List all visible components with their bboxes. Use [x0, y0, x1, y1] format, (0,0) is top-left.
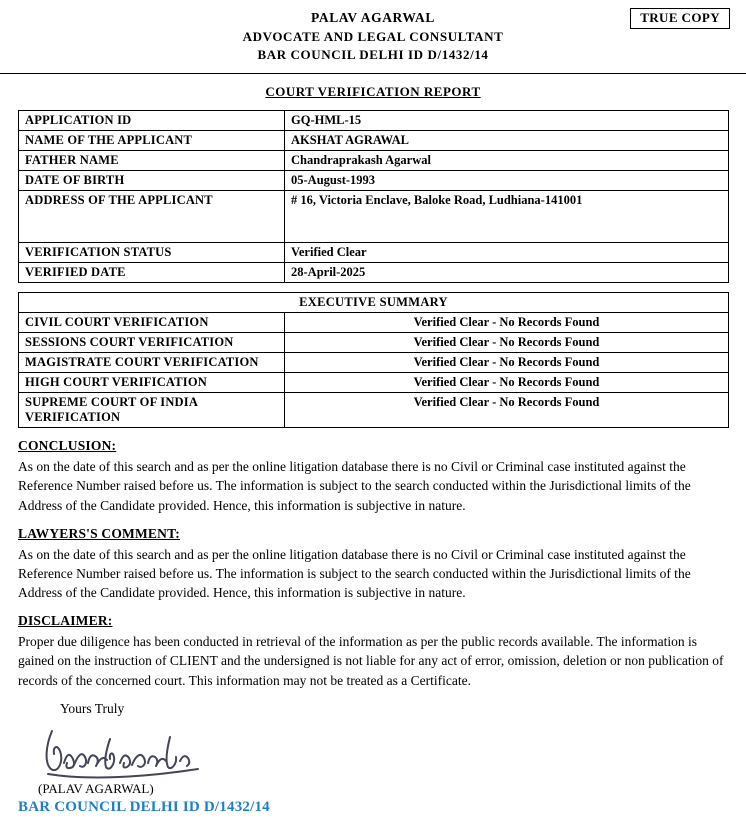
- document-content: [0, 84, 746, 815]
- table-row: [19, 313, 729, 333]
- verification-result: Verified Clear - No Records Found: [285, 373, 729, 393]
- field-value: Chandraprakash Agarwal: [285, 151, 729, 171]
- section-body: Proper due diligence has been conducted in retrieval of the information as per the public records available. The information is gained on the instruction of CLIENT and the undersigned is not liable for any act of error, omission, deletion or non publication of records of the concerned court. This information may not be treated as a Certificate.: [18, 634, 724, 688]
- field-value: AKSHAT AGRAWAL: [285, 131, 729, 151]
- table-row: [19, 393, 729, 428]
- verification-result: Verified Clear - No Records Found: [285, 393, 729, 428]
- field-label: FATHER NAME: [19, 151, 285, 171]
- field-label: NAME OF THE APPLICANT: [19, 131, 285, 151]
- field-value: # 16, Victoria Enclave, Baloke Road, Ludhiana-141001: [285, 191, 729, 243]
- table-row: [19, 263, 729, 283]
- verification-result: Verified Clear - No Records Found: [285, 313, 729, 333]
- verification-label: SESSIONS COURT VERIFICATION: [19, 333, 285, 353]
- field-label: VERIFICATION STATUS: [19, 243, 285, 263]
- applicant-table: [18, 110, 729, 283]
- summary-header: EXECUTIVE SUMMARY: [19, 293, 729, 313]
- signatory-name: (PALAV AGARWAL): [38, 780, 154, 796]
- section-heading: CONCLUSION:: [18, 438, 117, 454]
- table-row: [19, 333, 729, 353]
- signature-image: [40, 719, 728, 781]
- advocate-name: PALAV AGARWAL: [311, 10, 435, 25]
- table-row: [19, 171, 729, 191]
- footer-bar-id: BAR COUNCIL DELHI ID D/1432/14: [18, 798, 270, 815]
- table-row: [19, 243, 729, 263]
- executive-summary-table: [18, 292, 729, 428]
- field-label: ADDRESS OF THE APPLICANT: [19, 191, 285, 243]
- section-body: As on the date of this search and as per the online litigation database there is no Civil or Criminal case instituted against the Reference Number raised before us. The information is subject to the search conducted within the Jurisdictional limits of the Address of the Candidate provided. Hence, this information is subjective in nature.: [18, 546, 691, 601]
- table-row: [19, 191, 729, 243]
- field-value: GQ-HML-15: [285, 111, 729, 131]
- header-divider: [0, 73, 746, 74]
- verification-label: HIGH COURT VERIFICATION: [19, 373, 285, 393]
- section-heading: DISCLAIMER:: [18, 613, 113, 629]
- conclusion-section: [18, 438, 728, 514]
- disclaimer-section: [18, 613, 728, 689]
- section-heading: LAWYERS'S COMMENT:: [18, 525, 180, 541]
- table-row: [19, 353, 729, 373]
- advocate-bar-id: BAR COUNCIL DELHI ID D/1432/14: [257, 47, 489, 63]
- field-value: 28-April-2025: [285, 263, 729, 283]
- true-copy-stamp: TRUE COPY: [630, 8, 730, 29]
- field-label: VERIFIED DATE: [19, 263, 285, 283]
- table-header-row: [19, 293, 729, 313]
- field-value: 05-August-1993: [285, 171, 729, 191]
- verification-result: Verified Clear - No Records Found: [285, 333, 729, 353]
- lawyers-comment-section: [18, 526, 728, 602]
- table-row: [19, 151, 729, 171]
- table-row: [19, 131, 729, 151]
- verification-result: Verified Clear - No Records Found: [285, 353, 729, 373]
- table-row: [19, 373, 729, 393]
- field-label: DATE OF BIRTH: [19, 171, 285, 191]
- report-title: COURT VERIFICATION REPORT: [265, 84, 481, 100]
- section-body: As on the date of this search and as per the online litigation database there is no Civil or Criminal case instituted against the Reference Number raised before us. The information is subject to the search conducted within the Jurisdictional limits of the Address of the Candidate provided. Hence, this information is subjective in nature.: [18, 459, 691, 513]
- verification-label: SUPREME COURT OF INDIA VERIFICATION: [19, 393, 285, 428]
- verification-label: CIVIL COURT VERIFICATION: [19, 313, 285, 333]
- field-label: APPLICATION ID: [19, 111, 285, 131]
- verification-label: MAGISTRATE COURT VERIFICATION: [19, 353, 285, 373]
- advocate-title: ADVOCATE AND LEGAL CONSULTANT: [242, 28, 504, 44]
- field-value: Verified Clear: [285, 243, 729, 263]
- table-row: [19, 111, 729, 131]
- closing-salutation: Yours Truly: [60, 700, 125, 716]
